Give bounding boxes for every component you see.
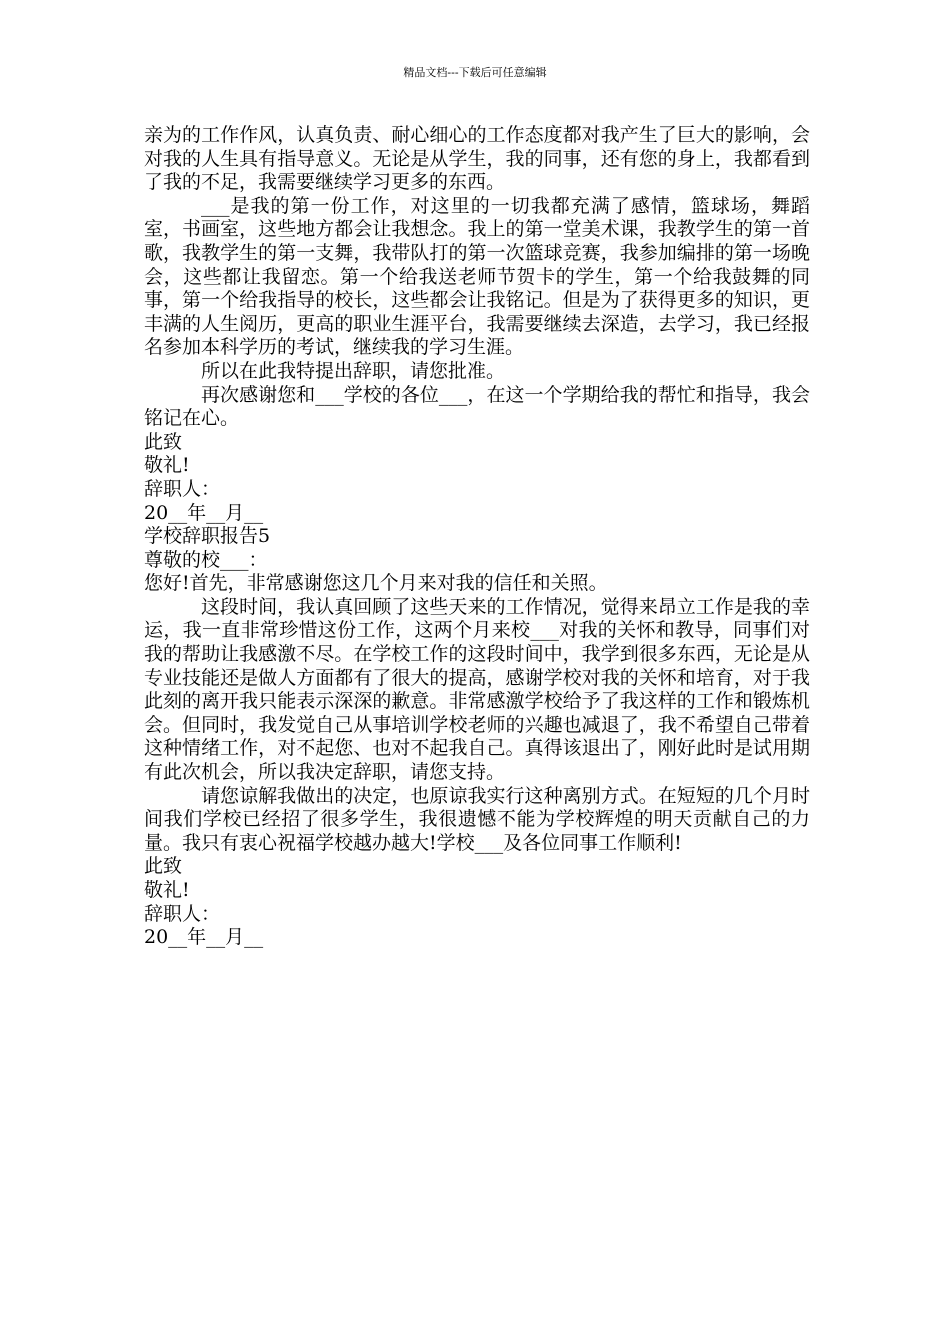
date-line: 20__年__月__: [144, 501, 264, 524]
paragraph: ___是我的第一份工作，对这里的一切我都充满了感情，篮球场，舞蹈室，书画室，这些地方都会让我想念。我上的第一堂美术课，我教学生的第一首歌，我教学生的第一支舞，我带队打的第一次篮球竞赛，我参加编排的第一场晚会，这些都让我留恋。第一个给我送老师节贺卡的学生，第一个给我鼓舞的同事，第一个给我指导的校长，这些都会让我铭记。但是为了获得更多的知识，更丰满的人生阅历，更高的职业生涯平台，我需要继续去深造，去学习，我已经报名参加本科学历的考试，继续我的学习生涯。: [144, 194, 810, 359]
paragraph: 亲为的工作作风，认真负责、耐心细心的工作态度都对我产生了巨大的影响，会对我的人生具有指导意义。无论是从学生，我的同事，还有您的身上，我都看到了我的不足，我需要继续学习更多的东西。: [144, 124, 810, 194]
document-body: [144, 124, 810, 950]
paragraph: 这段时间，我认真回顾了这些天来的工作情况，觉得来昂立工作是我的幸运，我一直非常珍惜这份工作，这两个月来校___对我的关怀和教导，同事们对我的帮助让我感激不尽。在学校工作的这段时间中，我学到很多东西，无论是从专业技能还是做人方面都有了很大的提高，感谢学校对我的关怀和培育，对于我此刻的离开我只能表示深深的歉意。非常感激学校给予了我这样的工作和锻炼机会。但同时，我发觉自己从事培训学校老师的兴趣也减退了，我不希望自己带着这种情绪工作，对不起您、也对不起我自己。真得该退出了，刚好此时是试用期有此次机会，所以我决定辞职，请您支持。: [144, 595, 810, 784]
salutation-line: 敬礼!: [144, 454, 190, 477]
salutation-line: 此致: [144, 855, 183, 878]
paragraph: 您好!首先，非常感谢您这几个月来对我的信任和关照。: [144, 572, 608, 595]
paragraph: 请您谅解我做出的决定，也原谅我实行这种离别方式。在短短的几个月时间我们学校已经招了很多学生，我很遗憾不能为学校辉煌的明天贡献自己的力量。我只有衷心祝福学校越办越大!学校___及各位同事工作顺利!: [144, 784, 810, 854]
page-header: [0, 66, 950, 80]
greeting-line: 尊敬的校___：: [144, 548, 268, 571]
signature-line: 辞职人：: [144, 902, 221, 925]
salutation-line: 此致: [144, 430, 183, 453]
section-title: 学校辞职报告5: [144, 525, 271, 548]
paragraph: 所以在此我特提出辞职，请您批准。: [201, 359, 506, 382]
salutation-line: 敬礼!: [144, 879, 190, 901]
paragraph: 再次感谢您和___学校的各位___，在这一个学期给我的帮忙和指导，我会铭记在心。: [144, 383, 810, 430]
header-text: 精品文档---下载后可任意编辑: [403, 66, 547, 79]
signature-line: 辞职人：: [144, 477, 221, 500]
date-line: 20__年__月__: [144, 926, 264, 949]
